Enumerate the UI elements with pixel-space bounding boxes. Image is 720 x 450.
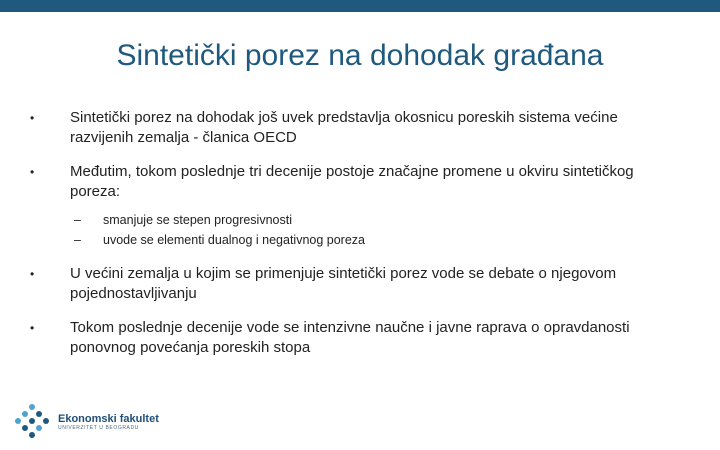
bullet-item bbox=[30, 264, 680, 304]
bullet-text: Međutim, tokom poslednje tri decenije postoje značajne promene u okviru sintetičkog poreza: bbox=[70, 163, 634, 200]
bullet-list bbox=[30, 108, 680, 358]
sub-bullet-marker: – bbox=[74, 233, 81, 247]
logo-name: Ekonomski fakultet bbox=[58, 413, 159, 425]
slide-title: Sintetički porez na dohodak građana bbox=[116, 39, 604, 72]
bullet-item bbox=[30, 108, 680, 148]
sub-bullet-text: smanjuje se stepen progresivnosti bbox=[103, 213, 292, 227]
bullet-text: Tokom poslednje decenije vode se intenzivne naučne i javne raprava o opravdanosti ponovnog povećanja poreskih stopa bbox=[70, 319, 630, 356]
bullet-text: Sintetički porez na dohodak još uvek predstavlja okosnicu poreskih sistema većine razvijenih zemalja - članica OECD bbox=[70, 109, 618, 146]
faculty-logo bbox=[14, 403, 214, 443]
bullet-text: U većini zemalja u kojim se primenjuje sintetički porez vode se debate o njegovom pojednostavljivanju bbox=[70, 265, 617, 302]
top-accent-bar bbox=[0, 0, 720, 12]
sub-bullet-list bbox=[70, 210, 680, 250]
bullet-item bbox=[30, 318, 680, 358]
logo-subtitle: UNIVERZITET U BEOGRADU bbox=[58, 425, 139, 431]
bullet-marker: • bbox=[30, 267, 35, 281]
dots-logo-icon bbox=[14, 403, 50, 439]
sub-bullet-item bbox=[70, 230, 680, 250]
sub-bullet-text: uvode se elementi dualnog i negativnog poreza bbox=[103, 233, 365, 247]
bullet-marker: • bbox=[30, 111, 35, 125]
sub-bullet-item bbox=[70, 210, 680, 230]
sub-bullet-marker: – bbox=[74, 213, 81, 227]
bullet-marker: • bbox=[30, 165, 35, 179]
bullet-marker: • bbox=[30, 321, 35, 335]
bullet-item bbox=[30, 162, 680, 250]
